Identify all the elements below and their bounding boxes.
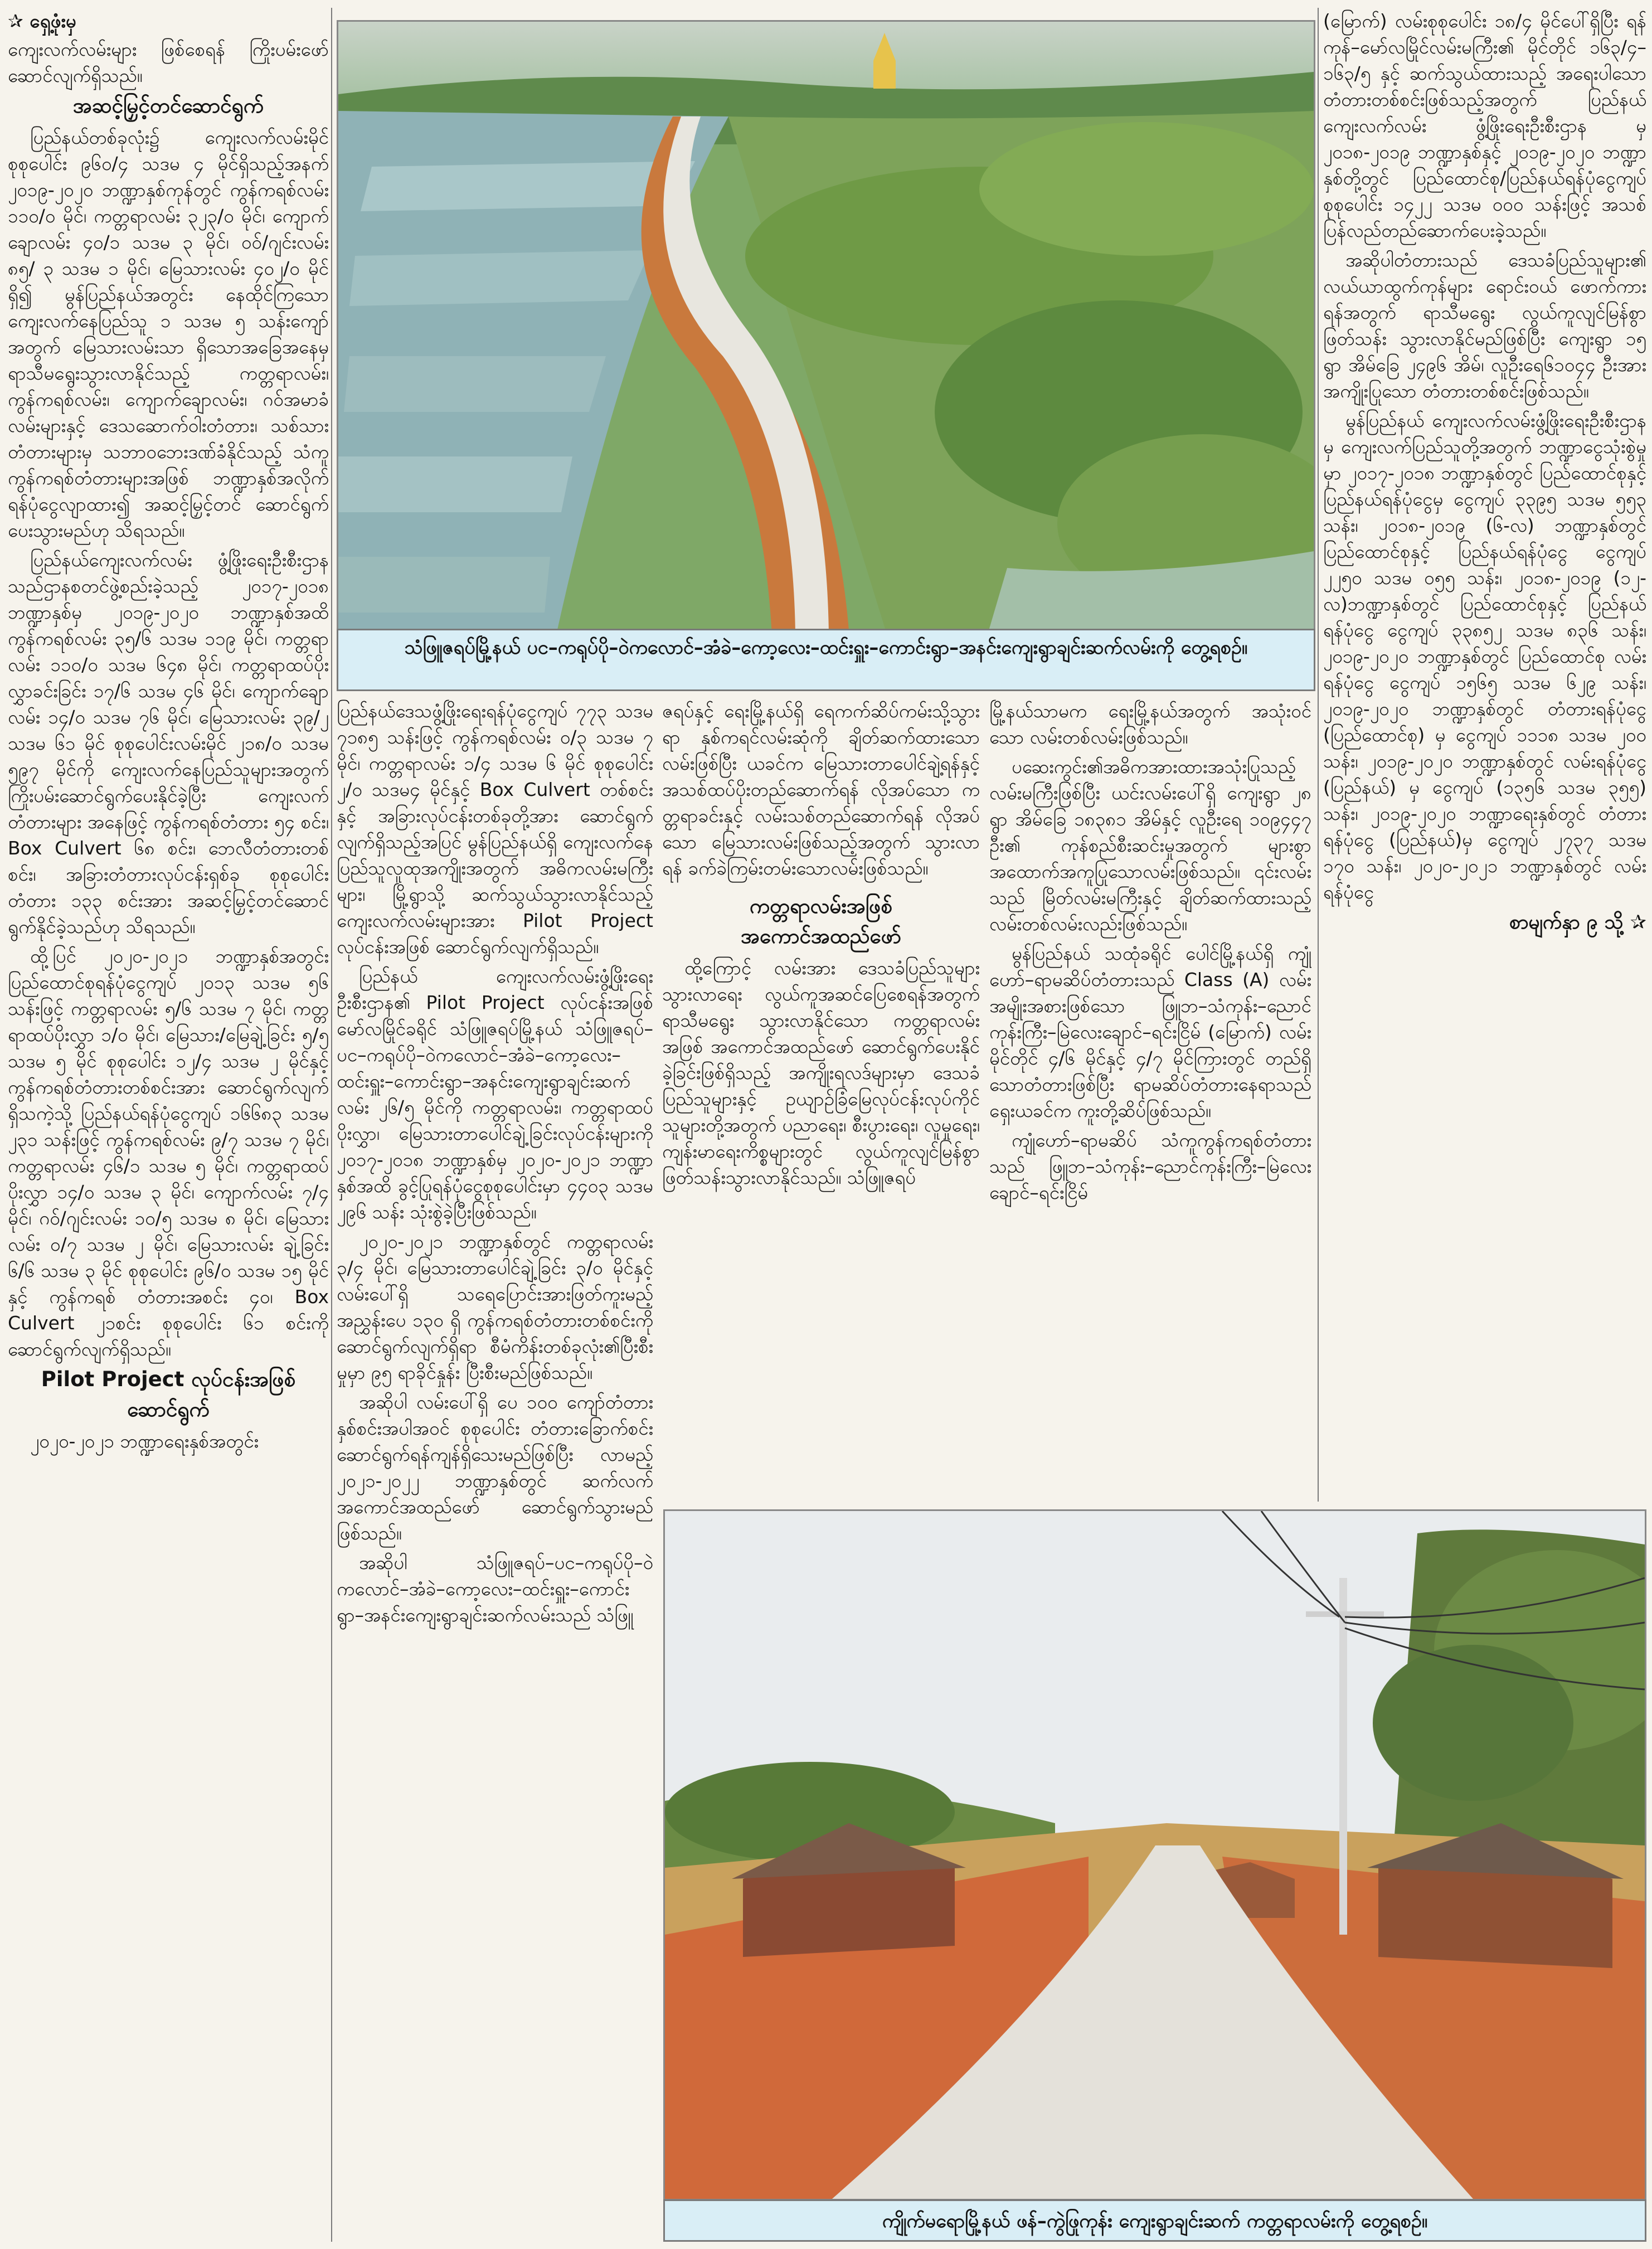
paragraph: မြို့နယ်သာမက ရေးမြို့နယ်အတွက် အသုံးဝင်သော လမ်းတစ်လမ်းဖြစ်သည်။ <box>989 700 1311 748</box>
column-divider <box>331 8 332 2242</box>
subheading: အကောင်အထည်ဖော် <box>741 924 901 948</box>
column-3 <box>662 698 980 1494</box>
paragraph: ပြည်နယ်ဒေသဖွံ့ဖြိုးရေးရန်ပုံငွေကျပ် ၇၇၃ သဒမ ၇၁၈၅ သန်းဖြင့် ကွန်ကရစ်လမ်း ၀/၃ သဒမ ၇ မိုင်၊ ကတ္တရာလမ်း ၁/၄ သဒမ ၆ မိုင် စုစုပေါင်း ၂/၀ သဒမ၄ မိုင်နှင့် Box Culvert တစ်စင်းနှင့် အခြားလုပ်ငန်းတစ်ခုတို့အား ဆောင်ရွက်လျက်ရှိသည့်အပြင် မွန်ပြည်နယ်ရှိ ကျေးလက်နေပြည်သူလူထုအကျိုးအတွက် အဓိကလမ်းမကြီးများ၊ မြို့ရွာသို့ ဆက်သွယ်သွားလာနိုင်သည့် ကျေးလက်လမ်းများအား Pilot Project လုပ်ငန်းအဖြစ် ဆောင်ရွက်လျက်ရှိသည်။ <box>337 700 653 958</box>
paragraph: ဇရပ်နှင့် ရေးမြို့နယ်ရှိ ရေကက်ဆိပ်ကမ်းသို့သွားရာ နှစ်ကရင်လမ်းဆုံကို ချိတ်ဆက်ထားသော လမ်းဖြစ်ပြီး ယခင်က မြေသားတာပေါင်ချဲ့ရန်နှင့် အသစ်ထပ်ပိုးတည်ဆောက်ရန် လိုအပ်သော ကတ္တရာခင်းနှင့် လမ်းသစ်တည်ဆောက်ရန် လိုအပ်သော မြေသားလမ်းဖြစ်သည့်အတွက် သွားလာရန် ခက်ခဲကြမ်းတမ်းသောလမ်းဖြစ်သည်။ <box>662 700 980 879</box>
photo-caption: သံဖြူဇရပ်မြို့နယ် ပင–ကရုပ်ပို–ဝဲကလောင်–အံခဲ–ကော့လေး–ထင်းရှူး–ကောင်းရွာ–အနင်းကျေးရွာချင်းဆက်လမ်းကို တွေ့ရစဉ်။ <box>337 629 1315 691</box>
paragraph: (မြောက်) လမ်းစုစုပေါင်း ၁၈/၄ မိုင်ပေါ်ရှိပြီး ရန်ကုန်–မော်လမြိုင်လမ်းမကြီး၏ မိုင်တိုင် ၁၆၃/၄–၁၆၃/၅ နှင့် ဆက်သွယ်ထားသည့် အရေးပါသော တံတားတစ်စင်းဖြစ်သည့်အတွက် ပြည်နယ် ကျေးလက်လမ်း ဖွံ့ဖြိုးရေးဦးစီးဌာန မှ ၂၀၁၈-၂၀၁၉ ဘဏ္ဍာနှစ်နှင့် ၂၀၁၉-၂၀၂၀ ဘဏ္ဍာနှစ်တို့တွင် ပြည်ထောင်စု/ပြည်နယ်ရန်ပုံငွေကျပ် စုစုပေါင်း ၁၄၂၂ သဒမ ၀၀၀ သန်းဖြင့် အသစ်ပြန်လည်တည်ဆောက်ပေးခဲ့သည်။ <box>1323 10 1646 241</box>
paragraph: ထို့ပြင် ၂၀၂၀-၂၀၂၁ ဘဏ္ဍာနှစ်အတွင်း ပြည်ထောင်စုရန်ပုံငွေကျပ် ၂၀၁၃ သဒမ ၅၆ သန်းဖြင့် ကတ္တရာလမ်း ၅/၆ သဒမ ၇ မိုင်၊ ကတ္တရာထပ်ပိုးလွှာ ၁/၀ မိုင်၊ မြေသား/မြေချဲ့ခြင်း ၅/၅ သဒမ ၅ မိုင် စုစုပေါင်း ၁၂/၄ သဒမ ၂ မိုင်နှင့် ကွန်ကရစ်တံတားတစ်စင်းအား ဆောင်ရွက်လျက် ရှိသကဲ့သို့ ပြည်နယ်ရန်ပုံငွေကျပ် ၁၆၆၈၃ သဒမ ၂၃၁ သန်းဖြင့် ကွန်ကရစ်လမ်း ၉/၇ သဒမ ၇ မိုင်၊ ကတ္တရာလမ်း ၄၆/၁ သဒမ ၅ မိုင်၊ ကတ္တရာထပ်ပိုးလွှာ ၁၄/၀ သဒမ ၃ မိုင်၊ ကျောက်လမ်း ၇/၄ မိုင်၊ ဂဝ်/ဂျင်းလမ်း ၁၀/၅ သဒမ ၈ မိုင်၊ မြေသား လမ်း ၀/၇ သဒမ ၂ မိုင်၊ မြေသားလမ်း ချဲ့ခြင်း ၆/၆ သဒမ ၃ မိုင် စုစုပေါင်း ၉၆/၀ သဒမ ၁၅ မိုင်နှင့် ကွန်ကရစ် တံတားအစင်း ၄၀၊ Box Culvert ၂၁စင်း စုစုပေါင်း ၆၁ စင်းကို ဆောင်ရွက်လျက်ရှိသည်။ <box>8 945 329 1360</box>
paragraph: မွန်ပြည်နယ် သထုံခရိုင် ပေါင်မြို့နယ်ရှိ ကျုံဟော်–ရာမဆိပ်တံတားသည် Class (A) လမ်းအမျိုးအစားဖြစ်သော ဖြူဘ–သံကုန်း–ညောင်ကုန်းကြီး–မြဲလေးချောင်–ရင်းငြိမ် (မြောက်) လမ်း မိုင်တိုင် ၄/၆ မိုင်နှင့် ၄/၇ မိုင်ကြားတွင် တည်ရှိသောတံတားဖြစ်ပြီး ရာမဆိပ်တံတားနေရာသည် ရှေးယခင်က ကူးတို့ဆိပ်ဖြစ်သည်။ <box>989 943 1311 1121</box>
column-4 <box>989 698 1311 1494</box>
paragraph: အဆိုပါတံတားသည် ဒေသခံပြည်သူများ၏ လယ်ယာထွက်ကုန်များ ရောင်းဝယ် ဖောက်ကားရန်အတွက် ရာသီမရွေး လွယ်ကူလျင်မြန်စွာ ဖြတ်သန်း သွားလာနိုင်မည်ဖြစ်ပြီး ကျေးရွာ ၁၅ ရွာ အိမ်ခြေ ၂၄၉၆ အိမ်၊ လူဦးရေ၆၁၀၄၄ ဦးအား အကျိုးပြုသော တံတားတစ်စင်းဖြစ်သည်။ <box>1323 249 1646 402</box>
paragraph: ကျုံဟော်–ရာမဆိပ် သံကူကွန်ကရစ်တံတားသည် ဖြူဘ–သံကုန်း–ညောင်ကုန်းကြီး–မြဲလေးချောင်–ရင်းငြိမ် <box>989 1129 1311 1203</box>
village-road-photo <box>663 1509 1646 2201</box>
subheading: ကတ္တရာလမ်းအဖြစ် <box>749 894 893 918</box>
paragraph: အဆိုပါ သံဖြူဇရပ်–ပင–ကရုပ်ပို–ဝဲကလောင်–အံခဲ–ကော့လေး–ထင်းရှူး–ကောင်းရွာ–အနင်းကျေးရွာချင်းဆက်လမ်းသည် သံဖြူ <box>337 1552 653 1626</box>
column-2 <box>337 698 653 2247</box>
subheading: ဆောင်ရွက် <box>127 1397 210 1421</box>
paragraph: ကျေးလက်လမ်းများ ဖြစ်စေရန် ကြိုးပမ်းဖော်ဆောင်လျက်ရှိသည်။ <box>8 38 329 86</box>
paragraph: ၂၀၂၀-၂၀၂၁ ဘဏ္ဍာနှစ်တွင် ကတ္တရာလမ်း ၃/၄ မိုင်၊ မြေသားတာပေါင်ချဲ့ခြင်း ၃/၀ မိုင်နှင့် လမ်းပေါ်ရှိ သရေပြောင်းအားဖြတ်ကူးမည့် အညွှန်းပေ ၁၃၀ ရှိ ကွန်ကရစ်တံတားတစ်စင်းကို ဆောင်ရွက်လျက်ရှိရာ စီမံကိန်းတစ်ခုလုံး၏ပြီးစီးမှုမှာ ၉၅ ရာခိုင်နှုန်း ပြီးစီးမည်ဖြစ်သည်။ <box>337 1231 653 1383</box>
continued-from-front: ✰ ရှေ့ဖုံးမှ <box>8 10 76 32</box>
column-5 <box>1323 8 1646 1496</box>
column-divider <box>1318 8 1319 1502</box>
column-1 <box>8 8 329 2243</box>
paragraph: အဆိုပါ လမ်းပေါ်ရှိ ပေ ၁၀၀ ကျော်တံတားနှစ်စင်းအပါအဝင် စုစုပေါင်း တံတားခြောက်စင်း ဆောင်ရွက်ရန်ကျန်ရှိသေးမည်ဖြစ်ပြီး လာမည့် ၂၀၂၁-၂၀၂၂ ဘဏ္ဍာနှစ်တွင် ဆက်လက်အကောင်အထည်ဖော် ဆောင်ရွက်သွားမည်ဖြစ်သည်။ <box>337 1391 653 1544</box>
road-aerial-photo <box>337 20 1315 664</box>
continued-on-page: စာမျက်နှာ ၉ သို့ ✰ <box>1509 911 1646 934</box>
village-road-illustration <box>665 1511 1645 2199</box>
paragraph: ပြည်နယ် ကျေးလက်လမ်းဖွံ့ဖြိုးရေးဦးစီးဌာန၏ Pilot Project လုပ်ငန်းအဖြစ် မော်လမြိုင်ခရိုင် သံဖြူဇရပ်မြို့နယ် သံဖြူဇရပ်–ပင–ကရုပ်ပို–ဝဲကလောင်–အံခဲ–ကော့လေး–ထင်းရှူး–ကောင်းရွာ–အနင်းကျေးရွာချင်းဆက်လမ်း ၂၆/၅ မိုင်ကို ကတ္တရာလမ်း၊ ကတ္တရာထပ်ပိုးလွှာ၊ မြေသားတာပေါင်ချဲ့ခြင်းလုပ်ငန်းများကို ၂၀၁၇-၂၀၁၈ ဘဏ္ဍာနှစ်မှ ၂၀၂၀-၂၀၂၁ ဘဏ္ဍာနှစ်အထိ ခွင့်ပြုရန်ပုံငွေစုစုပေါင်းမှာ ၄၄၀၃ သဒမ ၂၉၆ သန်း သုံးစွဲခဲ့ပြီးဖြစ်သည်။ <box>337 965 653 1223</box>
road-aerial-illustration <box>338 22 1314 663</box>
paragraph: ပဆေးကွင်း၏အဓိကအားထားအသုံးပြုသည့် လမ်းမကြီးဖြစ်ပြီး ယင်းလမ်းပေါ်ရှိ ကျေးရွာ ၂၈ ရွာ အိမ်ခြေ ၁၈၃၈၁ အိမ်နှင့် လူဦးရေ ၁၀၉၄၄၇ ဦး၏ ကုန်စည်စီးဆင်းမှုအတွက် များစွာအထောက်အကူပြုသောလမ်းဖြစ်သည်။ ၎င်းလမ်းသည် မြိတ်လမ်းမကြီးနှင့် ချိတ်ဆက်ထားသည့် လမ်းတစ်လမ်းလည်းဖြစ်သည်။ <box>989 756 1311 935</box>
paragraph: ထို့ကြောင့် လမ်းအား ဒေသခံပြည်သူများသွားလာရေး လွယ်ကူအဆင်ပြေစေရန်အတွက် ရာသီမရွေး သွားလာနိုင်သော ကတ္တရာလမ်းအဖြစ် အကောင်အထည်ဖော် ဆောင်ရွက်ပေးနိုင်ခဲ့ခြင်းဖြစ်ရှိသည့် အကျိုးရလဒ်များမှာ ဒေသခံပြည်သူများနှင့် ဥယျာဉ်ခြံမြေလုပ်ငန်းလုပ်ကိုင်သူများတို့အတွက် ပညာရေး၊ စီးပွားရေး၊ လူမှုရေး၊ ကျန်းမာရေးကိစ္စများတွင် လွယ်ကူလျင်မြန်စွာ ဖြတ်သန်းသွားလာနိုင်သည်။ သံဖြူဇရပ် <box>662 957 980 1188</box>
subheading: အဆင့်မြှင့်တင်ဆောင်ရွက် <box>72 94 264 118</box>
paragraph: ပြည်နယ်တစ်ခုလုံး၌ ကျေးလက်လမ်းမိုင်စုစုပေါင်း ၉၆၀/၄ သဒမ ၄ မိုင်ရှိသည့်အနက် ၂၀၁၉-၂၀၂၀ ဘဏ္ဍာနှစ်ကုန်တွင် ကွန်ကရစ်လမ်း ၁၁၀/၀ မိုင်၊ ကတ္တရာလမ်း ၃၂၃/၀ မိုင်၊ ကျောက်ချောလမ်း ၄၀/၁ သဒမ ၃ မိုင်၊ ဝဝ်/ဂျင်းလမ်း ၈၅/ ၃ သဒမ ၁ မိုင်၊ မြေသားလမ်း ၄၀၂/၀ မိုင်ရှိ၍ မွန်ပြည်နယ်အတွင်း နေထိုင်ကြသော ကျေးလက်နေပြည်သူ ၁ သဒမ ၅ သန်းကျော်အတွက် မြေသားလမ်းသာ ရှိသောအခြေအနေမှ ရာသီမရွေးသွားလာနိုင်သည့် ကတ္တရာလမ်း၊ ကွန်ကရစ်လမ်း၊ ကျောက်ချောလမ်း၊ ဂဝ်အမာခံလမ်းများနှင့် ဒေသဆောက်ဝါးတံတား၊ သစ်သားတံတားများမှ သဘာဝဘေးဒဏ်ခံနိုင်သည့် သံကူကွန်ကရစ်တံတားများအဖြစ် ဘဏ္ဍာနှစ်အလိုက် ရန်ပုံငွေလျာထား၍ အဆင့်မြှင့်တင် ဆောင်ရွက်ပေးသွားမည်ဟု သိရသည်။ <box>8 127 329 541</box>
paragraph: မွန်ပြည်နယ် ကျေးလက်လမ်းဖွံ့ဖြိုးရေးဦးစီးဌာနမှ ကျေးလက်ပြည်သူတို့အတွက် ဘဏ္ဍာငွေသုံးစွဲမှုမှာ ၂၀၁၇-၂၀၁၈ ဘဏ္ဍာနှစ်တွင် ပြည်ထောင်စုနှင့်ပြည်နယ်ရန်ပုံငွေမှ ငွေကျပ် ၃၃၉၅ သဒမ ၅၅၃ သန်း၊ ၂၀၁၈-၂၀၁၉ (၆-လ) ဘဏ္ဍာနှစ်တွင် ပြည်ထောင်စုနှင့် ပြည်နယ်ရန်ပုံငွေ ငွေကျပ် ၂၂၅၀ သဒမ ၀၅၅ သန်း၊ ၂၀၁၈-၂၀၁၉ (၁၂-လ)ဘဏ္ဍာနှစ်တွင် ပြည်ထောင်စုနှင့် ပြည်နယ်ရန်ပုံငွေ ငွေကျပ် ၃၃၈၅၂ သဒမ ၈၃၆ သန်း၊ ၂၀၁၉-၂၀၂၀ ဘဏ္ဍာနှစ်တွင် ပြည်ထောင်စု လမ်းရန်ပုံငွေ ငွေကျပ် ၁၅၆၅ သဒမ ၆၂၉ သန်း၊ ၂၀၁၉-၂၀၂၀ ဘဏ္ဍာနှစ်တွင် တံတားရန်ပုံငွေ (ပြည်ထောင်စု) မှ ငွေကျပ် ၁၁၁၈ သဒမ ၂၀၀ သန်း၊ ၂၀၁၉-၂၀၂၀ ဘဏ္ဍာနှစ်တွင် လမ်းရန်ပုံငွေ (ပြည်နယ်) မှ ငွေကျပ် (၁၃၅၆ သဒမ ၃၅၅) သန်း၊ ၂၀၁၉-၂၀၂၀ ဘဏ္ဍာရေးနှစ်တွင် တံတားရန်ပုံငွေ (ပြည်နယ်)မှ ငွေကျပ် ၂၇၃၇ သဒမ ၁၇၀ သန်း၊ ၂၀၂၀-၂၀၂၁ ဘဏ္ဍာနှစ်တွင် လမ်းရန်ပုံငွေ <box>1323 410 1646 903</box>
paragraph: ပြည်နယ်ကျေးလက်လမ်း ဖွံ့ဖြိုးရေးဦးစီးဌာနသည်ဌာနစတင်ဖွဲ့စည်းခဲ့သည့် ၂၀၁၇-၂၀၁၈ ဘဏ္ဍာနှစ်မှ ၂၀၁၉-၂၀၂၀ ဘဏ္ဍာနှစ်အထိ ကွန်ကရစ်လမ်း ၃၅/၆ သဒမ ၁၁၉ မိုင်၊ ကတ္တရာလမ်း ၁၁၀/၀ သဒမ ၆၄၈ မိုင်၊ ကတ္တရာထပ်ပိုးလွှာခင်းခြင်း ၁၇/၆ သဒမ ၄၆ မိုင်၊ ကျောက်ချောလမ်း ၁၄/၀ သဒမ ၇၆ မိုင်၊ မြေသားလမ်း ၃၉/၂ သဒမ ၆၁ မိုင် စုစုပေါင်းလမ်းမိုင် ၂၁၈/၀ သဒမ ၅၉၇ မိုင်ကို ကျေးလက်နေပြည်သူများအတွက် ကြိုးပမ်းဆောင်ရွက်ပေးနိုင်ခဲ့ပြီး ကျေးလက်တံတားများ အနေဖြင့် ကွန်ကရစ်တံတား ၅၄ စင်း၊ Box Culvert ၆၈ စင်း၊ ဘေလီတံတားတစ်စင်း၊ အခြားတံတားလုပ်ငန်းရှစ်ခု စုစုပေါင်း တံတား ၁၃၃ စင်းအား အဆင့်မြှင့်တင်ဆောင်ရွက်နိုင်ခဲ့သည်ဟု သိရသည်။ <box>8 549 329 938</box>
photo-caption: ကျိုက်မရောမြို့နယ် ဖန်–ကွဲဖြုကုန်း ကျေးရွာချင်းဆက် ကတ္တရာလမ်းကို တွေ့ရစဉ်။ <box>663 2199 1646 2242</box>
subheading: Pilot Project လုပ်ငန်းအဖြစ် <box>41 1367 296 1391</box>
paragraph: ၂၀၂၀-၂၀၂၁ ဘဏ္ဍာရေးနှစ်အတွင်း <box>30 1430 259 1452</box>
